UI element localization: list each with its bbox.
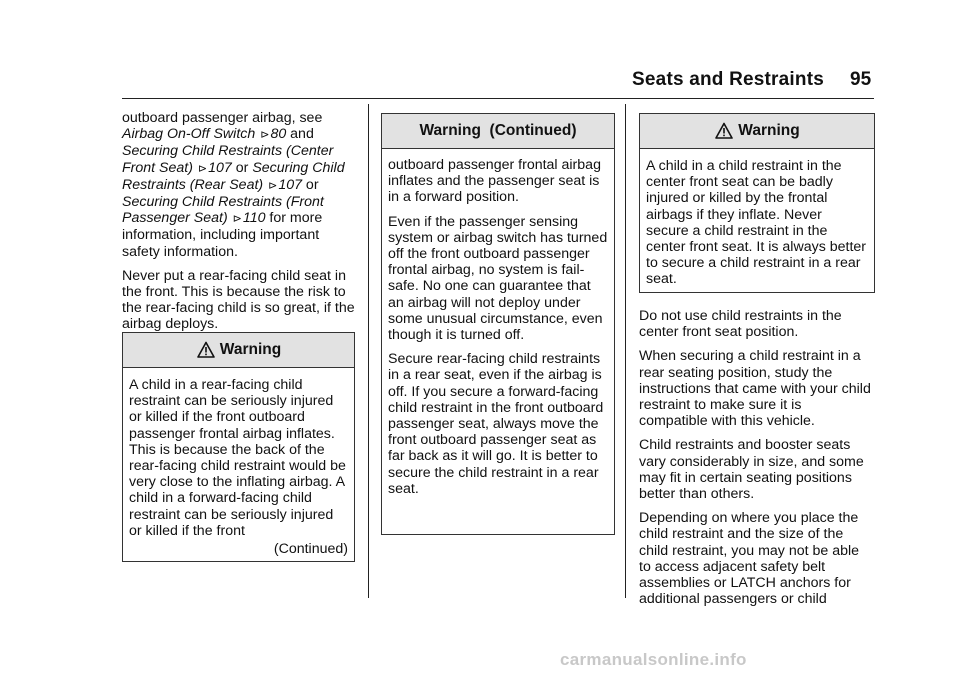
page-reference-arrow-icon: ⊳ bbox=[232, 213, 242, 226]
warning-header bbox=[382, 114, 614, 149]
page-number: 95 bbox=[850, 69, 872, 90]
ref-center-front-seat[interactable]: Securing Child Restraints (Center Front Seat) ⊳107 bbox=[122, 143, 334, 176]
column-3-text bbox=[639, 308, 873, 615]
paragraph-rear-facing: Never put a rear-facing child seat in the front. This is because the risk to the rear-facing child is so great, if the airbag deploys. bbox=[122, 267, 355, 333]
paragraph: Child restraints and booster seats vary considerably in size, and some may fit in certain seating positions better than others. bbox=[639, 437, 864, 503]
warning-title: Warning bbox=[738, 122, 800, 139]
warning-header bbox=[640, 114, 874, 149]
page-reference-arrow-icon: ⊳ bbox=[268, 179, 278, 192]
warning-triangle-icon bbox=[196, 340, 216, 360]
warning-header bbox=[123, 333, 354, 368]
ref-airbag-on-off-switch[interactable]: Airbag On-Off Switch ⊳80 bbox=[122, 126, 287, 143]
warning-title: Warning bbox=[219, 341, 282, 358]
paragraph-airbag-references: outboard passenger airbag, see Airbag On-Off Switch ⊳80 and Securing Child Restraints (Center Front Seat) ⊳107 or Securing Child Restraints (Rear Seat) ⊳107 or Securing Child Restraints (Front Passenger Seat) ⊳110 for more information, including important safety information. bbox=[122, 110, 345, 260]
warning-paragraph: Even if the passenger sensing system or airbag switch has turned off the front outboard passenger frontal airbag, no system is fail-safe. No one can guarantee that an airbag will not deploy under some unusual circumstance, even though it is turned off. bbox=[388, 213, 608, 344]
paragraph: When securing a child restraint in a rear seating position, study the instructions that came with your child restraint to make sure it is compatible with this vehicle. bbox=[639, 348, 871, 430]
section-title: Seats and Restraints bbox=[632, 69, 824, 90]
warning-triangle-icon bbox=[714, 121, 734, 141]
warning-body: A child in a child restraint in the center front seat can be badly injured or killed by the frontal airbags if they inflate. Never secure a child restraint in the center front seat. It is always better to secure a child restraint in a rear seat. bbox=[646, 158, 867, 288]
ref-rear-seat[interactable]: Securing Child Restraints (Rear Seat) ⊳107 bbox=[122, 159, 345, 193]
warning-body: A child in a rear-facing child restraint can be seriously injured or killed if the front outboard passenger frontal airbag inflates. This is because the back of the rear-facing child restraint would be very close to the inflating airbag. A child in a forward-facing child restraint can be seriously injured or killed if the front bbox=[129, 377, 346, 539]
paragraph: Depending on where you place the child restraint and the size of the child restraint, you may not be able to access adjacent safety belt assemblies or LATCH anchors for additional passengers or child bbox=[639, 510, 860, 608]
column-divider-2 bbox=[625, 104, 626, 598]
page-reference-arrow-icon: ⊳ bbox=[260, 129, 270, 142]
warning-paragraph: outboard passenger frontal airbag inflates and the passenger seat is in a forward position. bbox=[388, 157, 601, 206]
column-1 bbox=[122, 110, 358, 341]
paragraph: Do not use child restraints in the center front seat position. bbox=[639, 308, 842, 341]
page-reference-arrow-icon: ⊳ bbox=[197, 162, 208, 175]
warning-paragraph: Secure rear-facing child restraints in a rear seat, even if the airbag is off. If you secure a forward-facing child restraint in the front outboard passenger seat, always move the front outboard passenger seat as far back as it will go. It is better to secure the child restraint in a rear seat. bbox=[388, 351, 604, 497]
warning-box-rear-facing bbox=[122, 332, 355, 562]
warning-title: Warning (Continued) bbox=[419, 122, 577, 139]
warning-box-center-seat bbox=[639, 113, 875, 293]
header-rule bbox=[122, 98, 874, 99]
ref-front-passenger-seat[interactable]: Securing Child Restraints (Front Passenger Seat) ⊳110 bbox=[122, 194, 324, 227]
continued-label: (Continued) bbox=[273, 541, 348, 558]
column-divider-1 bbox=[368, 104, 369, 598]
warning-box-continued bbox=[381, 113, 615, 535]
watermark: carmanualsonline.info bbox=[560, 650, 747, 669]
